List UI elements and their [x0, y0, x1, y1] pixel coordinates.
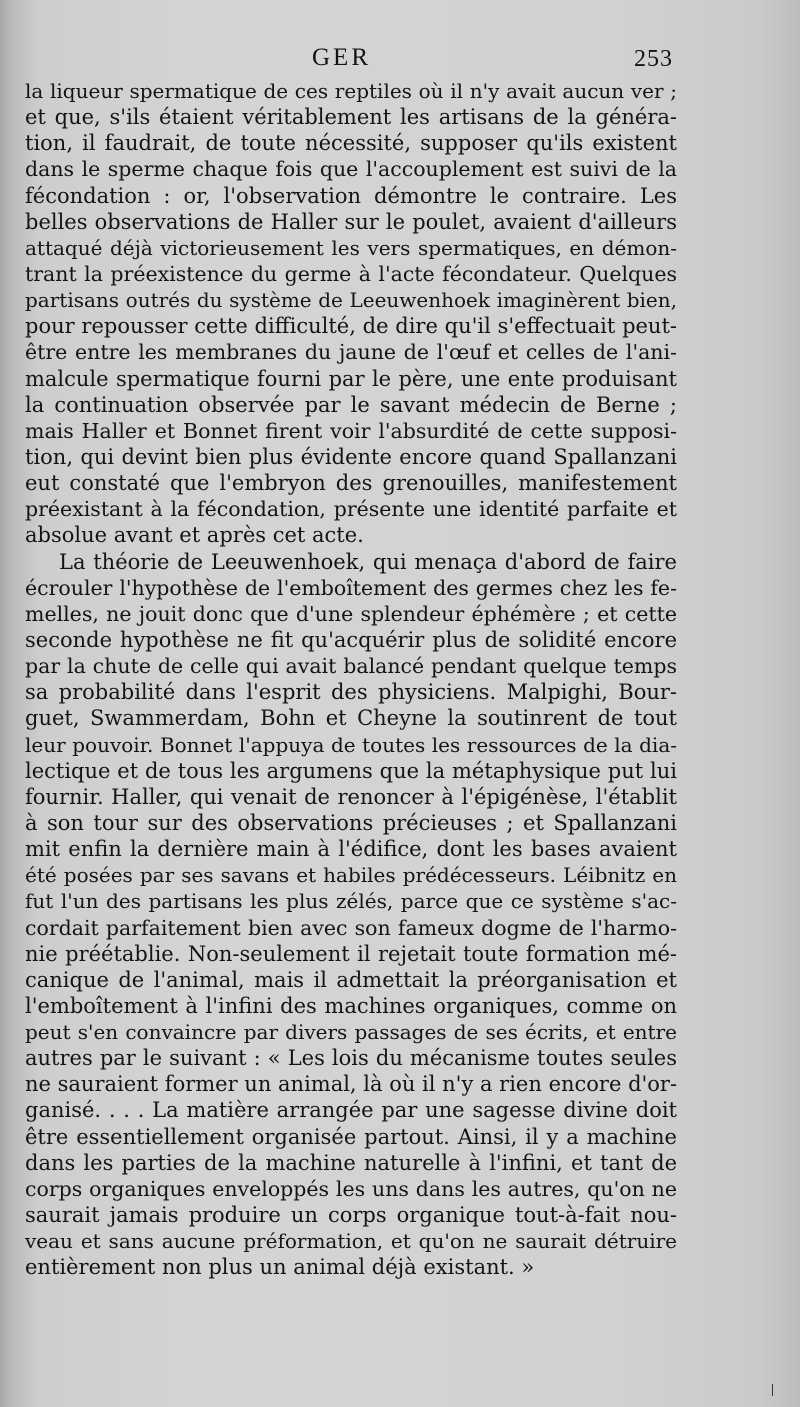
- paragraph: [25, 78, 677, 549]
- text-line: à son tour sur des observations précieuses ; et Spallanzani: [25, 810, 677, 835]
- text-line: lectique et de tous les argumens que la métaphysique put lui: [25, 758, 677, 783]
- text-line: mit enfin la dernière main à l'édifice, dont les bases avaient: [25, 837, 677, 862]
- text-line: leur pouvoir. Bonnet l'appuya de toutes les ressources de la dia-: [25, 732, 677, 757]
- body-text: [25, 78, 677, 1280]
- margin-mark: [772, 1384, 773, 1396]
- text-line: être entre les membranes du jaune de l'œuf et celles de l'ani-: [25, 340, 677, 365]
- page-number: 253: [634, 46, 673, 72]
- text-line: l'emboîtement à l'infini des machines organiques, comme on: [25, 993, 677, 1018]
- text-line: entièrement non plus un animal déjà existant. »: [25, 1255, 535, 1280]
- text-line: mais Haller et Bonnet firent voir l'absurdité de cette supposi-: [25, 418, 677, 443]
- text-line: la liqueur spermatique de ces reptiles où il n'y avait aucun ver ;: [25, 79, 677, 103]
- text-line: trant la préexistence du germe à l'acte fécondateur. Quelques: [25, 261, 677, 286]
- text-line: fécondation : or, l'observation démontre le contraire. Les: [25, 183, 677, 208]
- paragraph: [25, 549, 677, 1281]
- text-line: dans le sperme chaque fois que l'accouplement est suivi de la: [25, 157, 677, 182]
- page-header: [0, 44, 800, 80]
- text-line: partisans outrés du système de Leeuwenhoek imaginèrent bien,: [25, 288, 677, 313]
- text-line: pour repousser cette difficulté, de dire qu'il s'effectuait peut-: [25, 314, 677, 339]
- text-line: canique de l'animal, mais il admettait la préorganisation et: [25, 967, 677, 992]
- text-line: melles, ne jouit donc que d'une splendeur éphémère ; et cette: [25, 601, 677, 626]
- text-line: attaqué déjà victorieusement les vers spermatiques, en démon-: [25, 235, 677, 260]
- text-line: fut l'un des partisans les plus zélés, parce que ce système s'ac-: [25, 889, 677, 914]
- text-line: La théorie de Leeuwenhoek, qui menaça d'abord de faire: [59, 549, 677, 574]
- text-line: et que, s'ils étaient véritablement les artisans de la généra-: [25, 105, 677, 130]
- text-line: être essentiellement organisée partout. Ainsi, il y a machine: [25, 1124, 677, 1149]
- text-line: corps organiques enveloppés les uns dans les autres, qu'on ne: [25, 1176, 677, 1201]
- text-line: sa probabilité dans l'esprit des physiciens. Malpighi, Bour-: [25, 680, 677, 705]
- text-line: absolue avant et après cet acte.: [25, 523, 364, 548]
- text-line: veau et sans aucune préformation, et qu'on ne saurait détruire: [25, 1229, 677, 1254]
- text-line: cordait parfaitement bien avec son fameux dogme de l'harmo-: [25, 915, 677, 940]
- text-line: ne sauraient former un animal, là où il n'y a rien encore d'or-: [25, 1072, 678, 1097]
- text-line: ganisé. . . . La matière arrangée par une sagesse divine doit: [25, 1098, 677, 1123]
- text-line: par la chute de celle qui avait balancé pendant quelque temps: [25, 654, 677, 679]
- text-line: eut constaté que l'embryon des grenouilles, manifestement: [25, 471, 677, 496]
- text-line: autres par le suivant : « Les lois du mécanisme toutes seules: [25, 1046, 677, 1071]
- text-line: guet, Swammerdam, Bohn et Cheyne la soutinrent de tout: [25, 706, 677, 731]
- text-line: nie préétablie. Non-seulement il rejetait toute formation mé-: [25, 941, 677, 966]
- text-line: saurait jamais produire un corps organique tout-à-fait nou-: [25, 1203, 677, 1228]
- text-line: seconde hypothèse ne fit qu'acquérir plus de solidité encore: [25, 627, 677, 652]
- text-line: dans les parties de la machine naturelle à l'infini, et tant de: [25, 1150, 677, 1175]
- text-line: fournir. Haller, qui venait de renoncer à l'épigénèse, l'établit: [25, 784, 677, 809]
- text-line: malcule spermatique fourni par le père, une ente produisant: [25, 366, 677, 391]
- text-line: préexistant à la fécondation, présente une identité parfaite et: [25, 497, 677, 522]
- text-line: peut s'en convaincre par divers passages de ses écrits, et entre: [25, 1020, 677, 1045]
- text-line: la continuation observée par le savant médecin de Berne ;: [25, 392, 677, 417]
- text-line: tion, qui devint bien plus évidente encore quand Spallanzani: [25, 444, 677, 469]
- text-line: belles observations de Haller sur le poulet, avaient d'ailleurs: [25, 209, 677, 234]
- text-line: été posées par ses savans et habiles prédécesseurs. Léibnitz en: [25, 863, 677, 888]
- text-line: tion, il faudrait, de toute nécessité, supposer qu'ils existent: [25, 131, 677, 156]
- text-line: écrouler l'hypothèse de l'emboîtement des germes chez les fe-: [25, 575, 677, 600]
- running-head: GER: [312, 44, 371, 71]
